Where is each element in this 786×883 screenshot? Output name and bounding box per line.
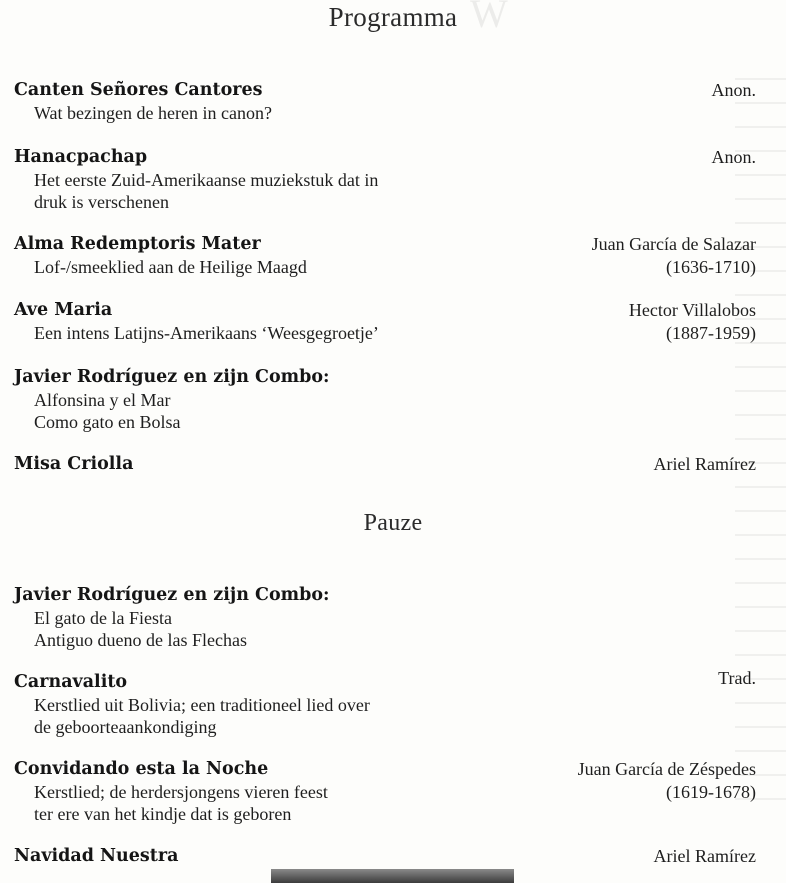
piece-title: Navidad Nuestra [14, 846, 179, 866]
composer: Anon. [711, 147, 756, 167]
piece-title: Javier Rodríguez en zijn Combo: [14, 367, 330, 387]
composer: Juan García de Salazar [591, 234, 756, 254]
piece-title: Ave Maria [14, 300, 113, 320]
composer-years: (1887-1959) [666, 323, 756, 343]
program-entry [14, 145, 756, 213]
program-entry [14, 670, 756, 738]
program-entry [14, 365, 756, 433]
program-entry [14, 78, 756, 124]
composer-years: (1636-1710) [666, 257, 756, 277]
photo [271, 869, 514, 883]
program-heading: Programma [328, 2, 458, 32]
piece-description: Een intens Latijns-Amerikaans ‘Weesgegroetje’ [34, 323, 379, 343]
piece-title: Misa Criolla [14, 454, 134, 474]
piece-description: Het eerste Zuid-Amerikaanse muziekstuk dat in [34, 170, 379, 190]
piece-description: druk is verschenen [34, 192, 169, 212]
piece-title: Carnavalito [14, 672, 128, 692]
composer: Juan García de Zéspedes [577, 759, 756, 779]
pause-heading: Pauze [363, 510, 423, 536]
piece-description: El gato de la Fiesta [34, 608, 172, 628]
composer: Ariel Ramírez [653, 454, 756, 474]
piece-description: ter ere van het kindje dat is geboren [34, 804, 292, 824]
piece-title: Hanacpachap [14, 147, 148, 167]
piece-description: Wat bezingen de heren in canon? [34, 103, 272, 123]
program-entry [14, 583, 756, 651]
program-entry [14, 844, 756, 868]
composer-years: (1619-1678) [666, 782, 756, 802]
piece-description: Como gato en Bolsa [34, 412, 181, 432]
composer: Anon. [711, 80, 756, 100]
piece-description: Alfonsina y el Mar [34, 390, 171, 410]
piece-description: Kerstlied; de herdersjongens vieren feest [34, 782, 328, 802]
program-entry [14, 757, 756, 825]
piece-description: Lof-/smeeklied aan de Heilige Maagd [34, 257, 307, 277]
program-entry [14, 298, 756, 344]
piece-title: Canten Señores Cantores [14, 80, 263, 100]
piece-title: Convidando esta la Noche [14, 759, 269, 779]
composer: Hector Villalobos [628, 300, 756, 320]
piece-title: Javier Rodríguez en zijn Combo: [14, 585, 330, 605]
piece-description: Antiguo dueno de las Flechas [34, 630, 247, 650]
composer: Trad. [718, 668, 756, 688]
piece-description: de geboorteaankondiging [34, 717, 217, 737]
piece-title: Alma Redemptoris Mater [14, 234, 261, 254]
composer: Ariel Ramírez [653, 846, 756, 866]
piece-description: Kerstlied uit Bolivia; een traditioneel lied over [34, 695, 370, 715]
program-entry [14, 452, 756, 476]
show-through-heading: W [470, 0, 508, 36]
program-entry [14, 232, 756, 278]
